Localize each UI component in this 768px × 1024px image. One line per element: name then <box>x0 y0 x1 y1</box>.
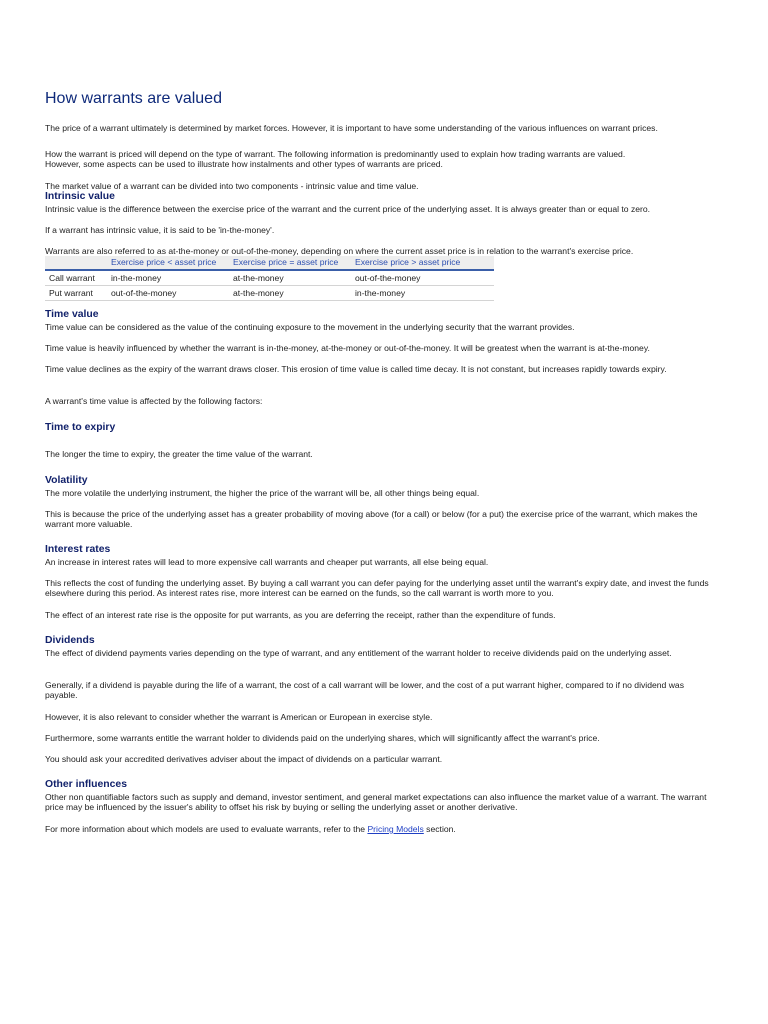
other-influences-paragraph: Other non quantifiable factors such as supply and demand, investor sentiment, and general market expectations can also influence the market value of a warrant. The warrant price may be influenced by the issuer's ability to offset his risk by buying or selling the underlying asset or another derivative. <box>45 792 707 813</box>
volatility-paragraph-2: This is because the price of the underlying asset has a greater probability of moving above (for a call) or below (for a put) the exercise price of the warrant, which makes the warrant more valuable. <box>45 509 698 530</box>
interest-rates-paragraph-2: This reflects the cost of funding the underlying asset. By buying a call warrant you can defer paying for the underlying asset until the warrant's expiry date, and invest the funds elsewhere during this period. As interest rates rise, more interest can be earned on the funds, so the call warrant is worth more to you. <box>45 578 709 599</box>
intrinsic-paragraph-2: If a warrant has intrinsic value, it is said to be 'in-the-money'. <box>45 225 275 235</box>
table-row-header: Put warrant <box>45 286 108 301</box>
time-to-expiry-paragraph: The longer the time to expiry, the greater the time value of the warrant. <box>45 449 313 459</box>
table-cell: at-the-money <box>230 286 352 301</box>
section-heading-other-influences: Other influences <box>45 779 127 790</box>
intro-paragraph-3: The market value of a warrant can be divided into two components - intrinsic value and time value. <box>45 181 419 191</box>
intrinsic-paragraph-1: Intrinsic value is the difference between the exercise price of the warrant and the current price of the underlying asset. It is always greater than or equal to zero. <box>45 204 651 214</box>
moneyness-table <box>45 256 494 301</box>
intro-paragraph-1: The price of a warrant ultimately is determined by market forces. However, it is important to have some understanding of the various influences on warrant prices. <box>45 123 658 133</box>
table-header-cell: Exercise price = asset price <box>230 256 352 270</box>
section-heading-volatility: Volatility <box>45 475 88 486</box>
dividends-paragraph-5: You should ask your accredited derivatives adviser about the impact of dividends on a particular warrant. <box>45 754 443 764</box>
table-cell: out-of-the-money <box>352 270 494 286</box>
table-header-cell: Exercise price > asset price <box>352 256 494 270</box>
intrinsic-paragraph-3: Warrants are also referred to as at-the-money or out-of-the-money, depending on where the current asset price is in relation to the warrant's exercise price. <box>45 246 634 256</box>
time-value-paragraph-3: Time value declines as the expiry of the warrant draws closer. This erosion of time value is called time decay. It is not constant, but increases rapidly towards expiry. <box>45 364 667 374</box>
table-row <box>45 270 494 286</box>
table-row <box>45 286 494 301</box>
section-heading-intrinsic-value: Intrinsic value <box>45 191 115 202</box>
dividends-paragraph-1: The effect of dividend payments varies depending on the type of warrant, and any entitlement of the warrant holder to receive dividends paid on the underlying asset. <box>45 648 672 658</box>
dividends-paragraph-2: Generally, if a dividend is payable during the life of a warrant, the cost of a call warrant will be lower, and the cost of a put warrant higher, compared to if no dividend was payable. <box>45 680 684 701</box>
time-value-paragraph-2: Time value is heavily influenced by whether the warrant is in-the-money, at-the-money or out-of-the-money. It will be greatest when the warrant is at-the-money. <box>45 343 650 353</box>
time-value-paragraph-4: A warrant's time value is affected by the following factors: <box>45 396 263 406</box>
dividends-paragraph-3: However, it is also relevant to consider whether the warrant is American or European in exercise style. <box>45 712 433 722</box>
table-cell: in-the-money <box>108 270 230 286</box>
time-value-paragraph-1: Time value can be considered as the value of the continuing exposure to the movement in the underlying security that the warrant provides. <box>45 322 575 332</box>
volatility-paragraph-1: The more volatile the underlying instrument, the higher the price of the warrant will be, all other things being equal. <box>45 488 480 498</box>
table-header-cell <box>45 256 108 270</box>
table-header-cell: Exercise price < asset price <box>108 256 230 270</box>
interest-rates-paragraph-3: The effect of an interest rate rise is the opposite for put warrants, as you are deferring the receipt, rather than the expenditure of funds. <box>45 610 556 620</box>
intro-paragraph-2: How the warrant is priced will depend on the type of warrant. The following information is predominantly used to explain how trading warrants are valued. However, some aspects can be used to illustrate how instalments and other types of warrants are priced. <box>45 149 626 170</box>
table-header-row <box>45 256 494 270</box>
section-heading-time-value: Time value <box>45 309 99 320</box>
table-cell: out-of-the-money <box>108 286 230 301</box>
section-heading-interest-rates: Interest rates <box>45 544 111 555</box>
section-heading-dividends: Dividends <box>45 635 95 646</box>
page-title: How warrants are valued <box>45 90 222 107</box>
table-cell: at-the-money <box>230 270 352 286</box>
pricing-models-link[interactable]: Pricing Models <box>367 824 424 834</box>
table-row-header: Call warrant <box>45 270 108 286</box>
interest-rates-paragraph-1: An increase in interest rates will lead to more expensive call warrants and cheaper put warrants, all else being equal. <box>45 557 489 567</box>
dividends-paragraph-4: Furthermore, some warrants entitle the warrant holder to dividends paid on the underlying shares, which will significantly affect the warrant's price. <box>45 733 600 743</box>
more-info-suffix: section. <box>423 824 456 834</box>
table-cell: in-the-money <box>352 286 494 301</box>
more-info-prefix: For more information about which models are used to evaluate warrants, refer to the <box>45 824 368 834</box>
more-info-paragraph <box>45 824 456 834</box>
section-heading-time-to-expiry: Time to expiry <box>45 422 116 433</box>
